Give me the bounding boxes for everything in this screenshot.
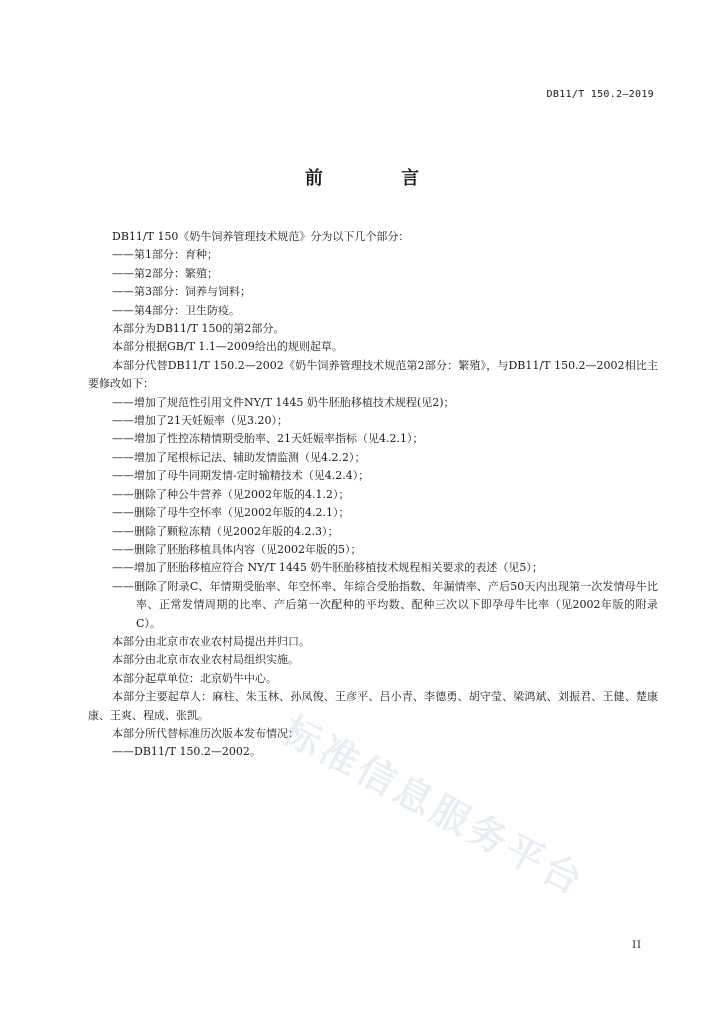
list-item-history: ——DB11/T 150.2—2002。 xyxy=(112,745,261,759)
section-title: 前 言 xyxy=(304,168,456,189)
list-item-change: ——删除了种公牛营养（见2002年版的4.1.2）； xyxy=(112,487,350,501)
list-item-change: ——删除了胚胎移植具体内容（见2002年版的5）； xyxy=(112,542,362,556)
paragraph-drafters: 本部分主要起草人：麻柱、朱玉林、孙凤俊、王彦平、吕小青、李德勇、胡守莹、梁鸿斌、刘振君、王健、楚康康、王爽、程成、张凯。 xyxy=(88,690,658,722)
list-item-change: ——增加了性控冻精情期受胎率、21天妊娠率指标（见4.2.1）； xyxy=(112,432,424,446)
paragraph-scope: 本部分为DB11/T 150的第2部分。 xyxy=(112,322,285,336)
foreword-body xyxy=(88,228,658,762)
list-item-change: ——增加了母牛同期发情-定时输精技术（见4.2.4）； xyxy=(112,469,370,483)
paragraph-implementer: 本部分由北京市农业农村局组织实施。 xyxy=(112,653,299,667)
list-item-change: ——增加了尾根标记法、辅助发情监测（见4.2.2）； xyxy=(112,450,366,464)
list-item-change-long: ——删除了附录C、年情期受胎率、年空怀率、年综合受胎指数、年漏情率、产后50天内出现第一次发情母牛比率、正常发情周期的比率、产后第一次配种的平均数、配种三次以下即孕母牛比率（见2002年版的附录C）。 xyxy=(112,579,658,630)
list-item-change: ——删除了颗粒冻精（见2002年版的4.2.3）； xyxy=(112,524,339,538)
paragraph-intro: DB11/T 150《奶牛饲养管理技术规范》分为以下几个部分： xyxy=(112,230,410,243)
paragraph-drafting-unit: 本部分起草单位：北京奶牛中心。 xyxy=(112,671,277,685)
list-item-change: ——增加了规范性引用文件NY/T 1445 奶牛胚胎移植技术规程(见2)； xyxy=(112,395,455,409)
page-number: II xyxy=(632,940,642,951)
paragraph-history: 本部分所代替标准历次版本发布情况： xyxy=(112,726,299,740)
list-item-part-1: ——第1部分：育种； xyxy=(112,248,218,262)
list-item-part-3: ——第3部分：饲养与饲料； xyxy=(112,285,251,299)
list-item-change: ——增加了胚胎移植应符合 NY/T 1445 奶牛胚胎移植技术规程相关要求的表述（见5）； xyxy=(112,561,543,575)
paragraph-drafting-rules: 本部分根据GB/T 1.1—2009给出的规则起草。 xyxy=(112,340,343,354)
list-item-part-4: ——第4部分：卫生防疫。 xyxy=(112,303,240,317)
list-item-change: ——删除了母牛空怀率（见2002年版的4.2.1）； xyxy=(112,506,350,520)
document-code: DB11/T 150.2—2019 xyxy=(546,89,654,100)
paragraph-proposer: 本部分由北京市农业农村局提出并归口。 xyxy=(112,634,310,648)
watermark: 标准信息服务平台 xyxy=(275,707,593,905)
list-item-change: ——增加了21天妊娠率（见3.20）； xyxy=(112,414,288,428)
paragraph-replacement: 本部分代替DB11/T 150.2—2002《奶牛饲养管理技术规范第2部分：繁殖》，与DB11/T 150.2—2002相比主要修改如下： xyxy=(88,358,658,391)
list-item-part-2: ——第2部分：繁殖； xyxy=(112,266,218,280)
